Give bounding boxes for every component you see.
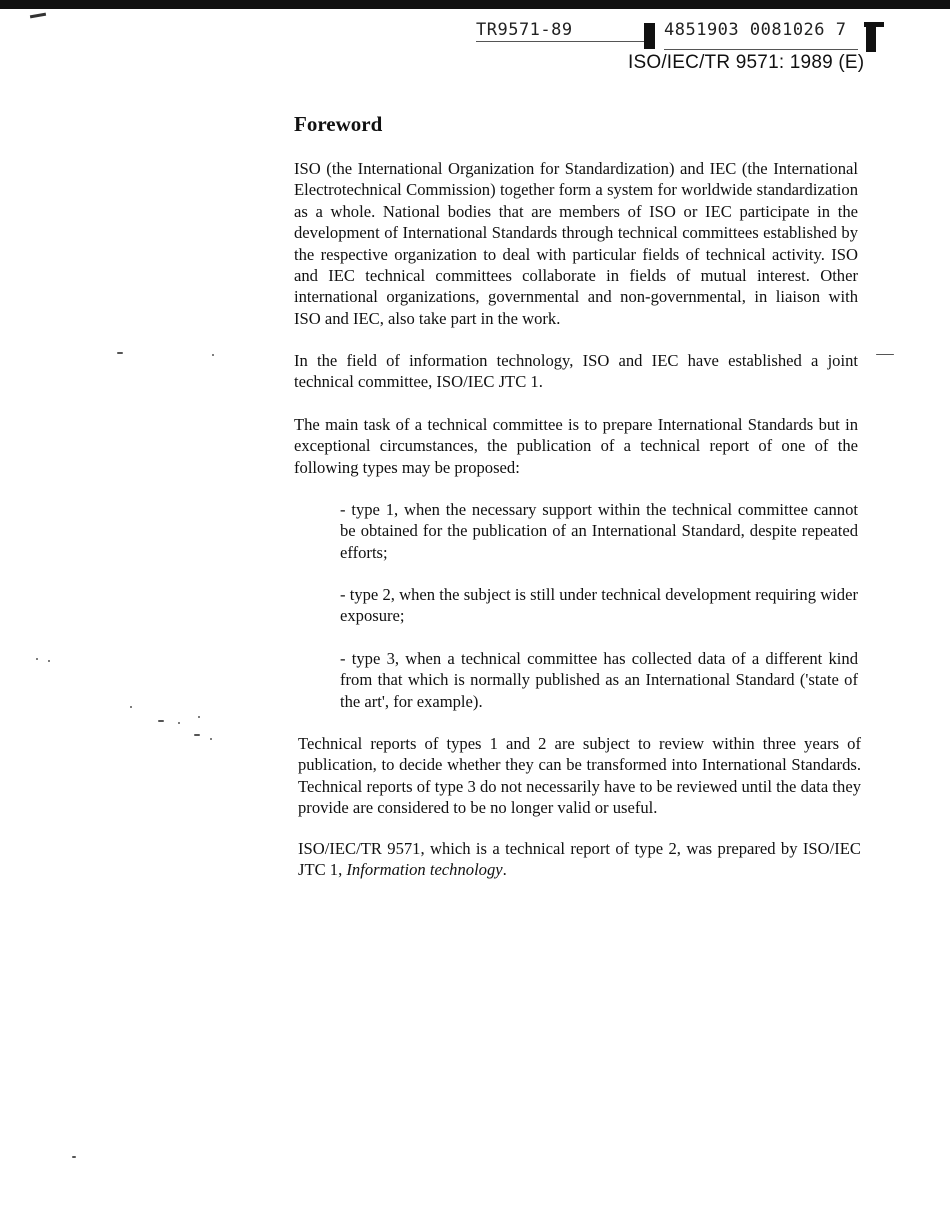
scan-speck [876,354,894,355]
scan-speck [117,352,123,354]
header-underline-left [476,41,644,42]
scan-speck [36,658,38,660]
report-type-2: - type 2, when the subject is still under technical development requiring wider exposure; [340,585,858,626]
standard-reference: ISO/IEC/TR 9571: 1989 (E) [628,52,865,73]
scan-speck [212,354,214,356]
review-paragraph: Technical reports of types 1 and 2 are subject to review within three years of publication, to decide whether they can be transformed into International Standards. Technical reports of type 3 do not necessarily have to be reviewed until the data they provide are considered to be no longer valid or useful. [298,734,861,818]
barcode-number: 4851903 0081026 7 [664,20,847,40]
document-code: TR9571-89 [476,20,573,40]
report-type-3: - type 3, when a technical committee has collected data of a different kind from that which is normally published as an International Standard ('state of the art', for example). [340,649,858,711]
foreword-heading: Foreword [294,112,383,136]
scan-speck [210,738,212,740]
scan-corner-mark [30,13,46,19]
scan-speck [130,706,132,708]
main-task-paragraph: The main task of a technical committee is to prepare International Standards but in exceptional circumstances, the publication of a technical report of one of the following types may be proposed: [294,415,858,477]
closing-prefix: ISO/IEC/TR 9571, which is a technical report of type 2, was prepared by ISO/IEC JTC 1, [298,839,861,880]
scan-speck [158,720,164,722]
report-type-1: - type 1, when the necessary support within the technical committee cannot be obtained for the publication of an International Standard, despite repeated efforts; [340,500,858,562]
scan-speck [178,722,180,724]
barcode-bar-right-stem [866,22,876,52]
scan-speck [198,716,200,718]
scan-top-border [0,0,950,9]
closing-suffix: . [502,860,507,880]
intro-paragraph: ISO (the International Organization for Standardization) and IEC (the International Electrotechnical Commission) together form a system for worldwide standardization as a whole. National bodies that are members of ISO or IEC participate in the development of International Standards through technical committees established by the respective organization to deal with particular fields of technical activity. ISO and IEC technical committees collaborate in fields of mutual interest. Other international organizations, governmental and non-governmental, in liaison with ISO and IEC, also take part in the work. [294,159,858,328]
scan-speck [48,660,50,662]
jtc-paragraph: In the field of information technology, ISO and IEC have established a joint technical committee, ISO/IEC JTC 1. [294,351,858,392]
barcode-bar-left [644,23,655,49]
header-underline-right [664,49,858,50]
scan-speck [194,734,200,736]
closing-paragraph [298,838,861,881]
scan-speck [72,1156,76,1158]
committee-title: Information technology [346,860,503,880]
